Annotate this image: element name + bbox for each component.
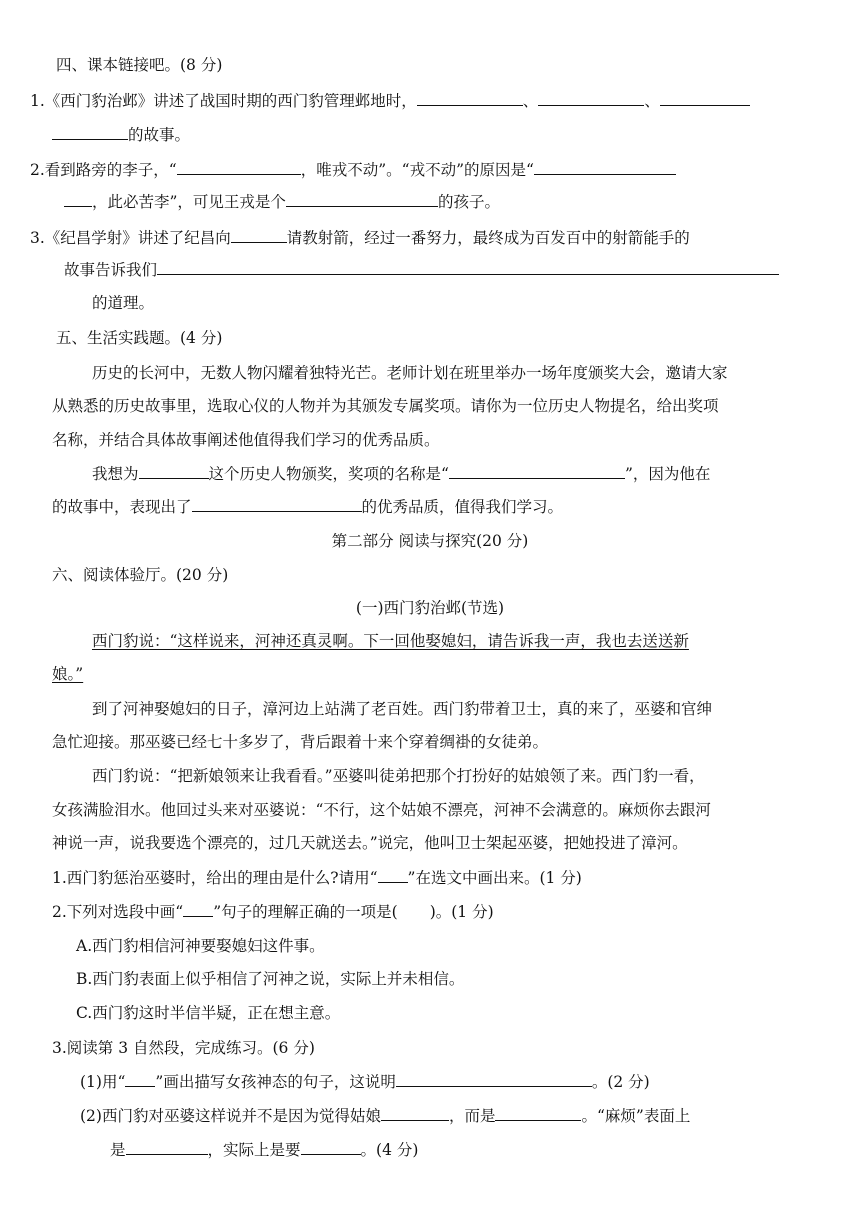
passage-line: 到了河神娶媳妇的日子，漳河边上站满了老百姓。西门豹带着卫士，真的来了，巫婆和官绅 bbox=[92, 700, 713, 718]
q6-1-text: 1.西门豹惩治巫婆时，给出的理由是什么?请用“ bbox=[52, 869, 378, 887]
question-4-3-line3: 的道理。 bbox=[92, 294, 155, 312]
question-4-1-line1 bbox=[30, 89, 750, 112]
q4-1-text: 1.《西门豹治邺》讲述了战国时期的西门豹管理邺地时， bbox=[30, 92, 417, 110]
section-4-title: 四、课本链接吧。(8 分) bbox=[56, 56, 223, 74]
question-4-3-line2 bbox=[64, 258, 779, 281]
answer-blank[interactable] bbox=[660, 89, 750, 106]
q6-2-text3: )。(1 分) bbox=[429, 903, 494, 921]
question-6-3-2-line1 bbox=[80, 1104, 690, 1127]
paragraph-line: 从熟悉的历史故事里，选取心仪的人物并为其颁发专属奖项。请你为一位历史人物提名，给出奖项 bbox=[52, 397, 719, 415]
separator: 、 bbox=[644, 92, 660, 110]
answer-blank[interactable] bbox=[157, 258, 779, 275]
q4-2-text3: ，此必苦李”，可见王戎是个 bbox=[92, 193, 286, 211]
paragraph-line: 名称，并结合具体故事阐述他值得我们学习的优秀品质。 bbox=[52, 431, 440, 449]
passage-line: 急忙迎接。那巫婆已经七十多岁了，背后跟着十来个穿着绸褂的女徒弟。 bbox=[52, 733, 549, 751]
answer-blank[interactable] bbox=[231, 226, 287, 243]
paragraph-line: 历史的长河中，无数人物闪耀着独特光芒。老师计划在班里举办一场年度颁奖大会，邀请大家 bbox=[92, 364, 728, 382]
s5-answer-text: 的故事中，表现出了 bbox=[52, 498, 192, 516]
section-6-title: 六、阅读体验厅。(20 分) bbox=[52, 566, 229, 584]
q6-3-2-text3: 。“麻烦”表面上 bbox=[581, 1107, 691, 1125]
s5-answer-text: 的优秀品质，值得我们学习。 bbox=[361, 498, 564, 516]
option-a[interactable]: A.西门豹相信河神要娶媳妇这件事。 bbox=[76, 937, 325, 955]
s5-answer-text: 这个历史人物颁奖，奖项的名称是“ bbox=[208, 465, 449, 483]
question-6-1 bbox=[52, 866, 582, 889]
q6-3-2-text: (2)西门豹对巫婆这样说并不是因为觉得姑娘 bbox=[80, 1107, 381, 1125]
question-4-3-line1 bbox=[30, 226, 690, 249]
answer-blank[interactable] bbox=[192, 495, 362, 512]
answer-blank[interactable] bbox=[52, 123, 128, 140]
answer-blank[interactable] bbox=[534, 158, 676, 175]
underline-mark bbox=[125, 1070, 155, 1087]
q4-3-text3: 故事告诉我们 bbox=[64, 261, 158, 279]
answer-blank[interactable] bbox=[449, 462, 625, 479]
answer-line-2 bbox=[52, 495, 563, 518]
q6-3-2-text5: ，实际上是要 bbox=[207, 1141, 301, 1159]
q6-3-2-tail: 。(4 分) bbox=[360, 1141, 419, 1159]
answer-blank[interactable] bbox=[286, 190, 438, 207]
q6-3-2-text4: 是 bbox=[110, 1141, 126, 1159]
q4-2-text: 2.看到路旁的李子，“ bbox=[30, 161, 177, 179]
q4-1-tail: 的故事。 bbox=[128, 126, 191, 144]
passage-title: (一)西门豹治邺(节选) bbox=[355, 599, 505, 617]
section-5-title: 五、生活实践题。(4 分) bbox=[56, 329, 223, 347]
q6-3-1-tail: 。(2 分) bbox=[591, 1073, 650, 1091]
q6-3-1-text: (1)用“ bbox=[80, 1073, 126, 1091]
question-4-2-line2 bbox=[64, 190, 500, 213]
option-c[interactable]: C.西门豹这时半信半疑，正在想主意。 bbox=[76, 1004, 341, 1022]
part-2-title: 第二部分 阅读与探究(20 分) bbox=[331, 532, 529, 550]
question-6-2 bbox=[52, 900, 494, 923]
passage-line: 神说一声，说我要选个漂亮的，过几天就送去。”说完，他叫卫士架起巫婆，把她投进了漳河。 bbox=[52, 834, 688, 852]
question-6-3-1 bbox=[80, 1070, 650, 1093]
q6-2-text2: ”句子的理解正确的一项是( bbox=[213, 903, 398, 921]
underline-mark bbox=[378, 866, 408, 883]
answer-blank[interactable] bbox=[381, 1104, 449, 1121]
underline-mark bbox=[183, 900, 213, 917]
q4-2-text2: ，唯戎不动”。“戎不动”的原因是“ bbox=[300, 161, 534, 179]
q4-2-tail: 的孩子。 bbox=[437, 193, 500, 211]
answer-blank[interactable] bbox=[64, 190, 92, 207]
option-b[interactable]: B.西门豹表面上似乎相信了河神之说，实际上并未相信。 bbox=[76, 970, 465, 988]
q6-3-2-text2: ，而是 bbox=[448, 1107, 496, 1125]
answer-blank[interactable] bbox=[396, 1070, 592, 1087]
question-4-2-line1 bbox=[30, 158, 676, 181]
answer-blank[interactable] bbox=[417, 89, 523, 106]
answer-blank[interactable] bbox=[177, 158, 301, 175]
question-4-1-line2 bbox=[52, 123, 190, 146]
passage-line: 女孩满脸泪水。他回过头来对巫婆说：“不行，这个姑娘不漂亮，河神不会满意的。麻烦你去跟河 bbox=[52, 801, 711, 819]
q6-2-text: 2.下列对选段中画“ bbox=[52, 903, 184, 921]
answer-blank[interactable] bbox=[538, 89, 644, 106]
s5-answer-text: 我想为 bbox=[92, 465, 139, 483]
answer-blank[interactable] bbox=[139, 462, 209, 479]
answer-blank[interactable] bbox=[495, 1104, 581, 1121]
passage-line: 西门豹说：“把新娘领来让我看看。”巫婆叫徒弟把那个打扮好的姑娘领了来。西门豹一看， bbox=[92, 767, 705, 785]
passage-underlined-line: 娘。” bbox=[52, 665, 84, 683]
q6-1-text2: ”在选文中画出来。(1 分) bbox=[407, 869, 582, 887]
q4-3-text: 3.《纪昌学射》讲述了纪昌向 bbox=[30, 229, 231, 247]
answer-blank[interactable] bbox=[126, 1138, 208, 1155]
question-6-3: 3.阅读第 3 自然段，完成练习。(6 分) bbox=[52, 1039, 315, 1057]
q6-3-1-text2: ”画出描写女孩神态的句子，这说明 bbox=[155, 1073, 396, 1091]
question-6-3-2-line2 bbox=[110, 1138, 418, 1161]
answer-blank[interactable] bbox=[301, 1138, 361, 1155]
s5-answer-text: ”，因为他在 bbox=[624, 465, 711, 483]
separator: 、 bbox=[522, 92, 539, 110]
answer-line-1 bbox=[92, 462, 710, 485]
q4-3-text2: 请教射箭，经过一番努力，最终成为百发百中的射箭能手的 bbox=[286, 229, 690, 247]
passage-underlined-line: 西门豹说：“这样说来，河神还真灵啊。下一回他娶媳妇，请告诉我一声，我也去送送新 bbox=[92, 632, 689, 650]
